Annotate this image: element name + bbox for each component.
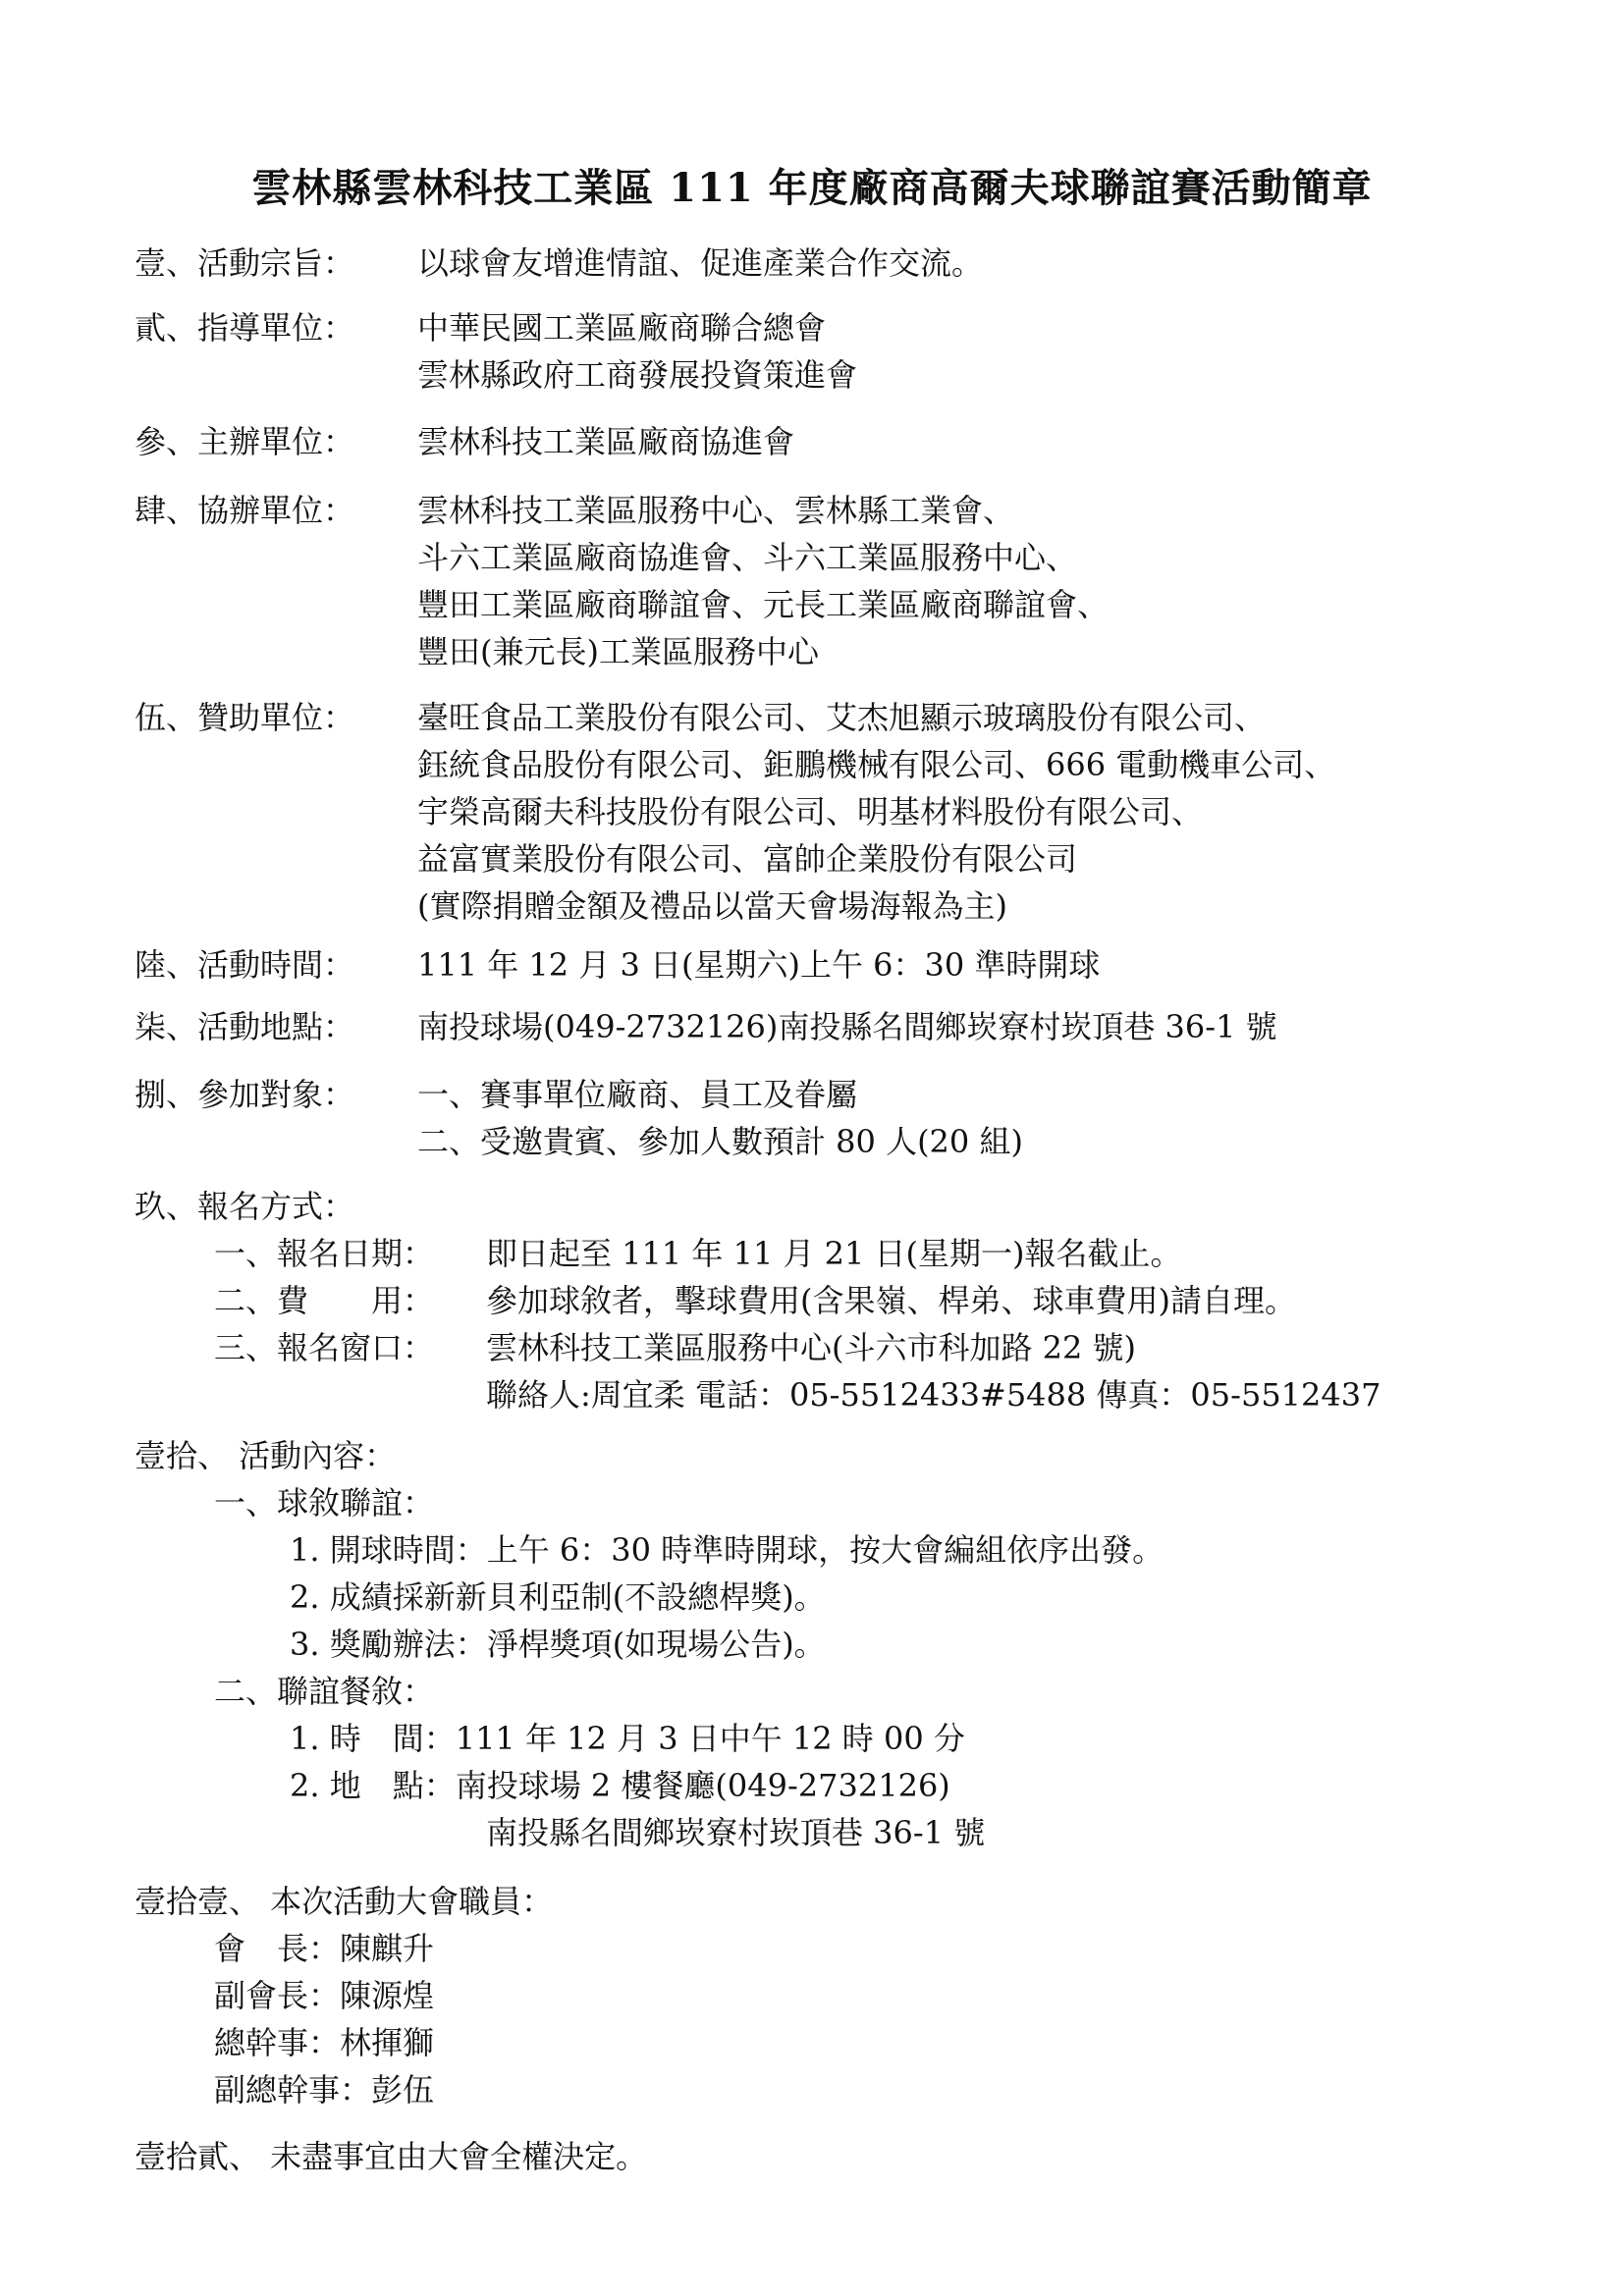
section-6-line-1: 111 年 12 月 3 日(星期六)上午 6：30 準時開球 (417, 946, 1101, 984)
section-10-sub-1-item-3: 3. 獎勵辦法：淨桿獎項(如現場公告)。 (290, 1626, 826, 1663)
section-4-line-4: 豐田(兼元長)工業區服務中心 (417, 633, 819, 670)
section-10-sub-2-address: 南投縣名間鄉崁寮村崁頂巷 36-1 號 (486, 1814, 986, 1851)
section-5-line-1: 臺旺食品工業股份有限公司、艾杰旭顯示玻璃股份有限公司、 (417, 699, 1267, 736)
section-11-staff-4: 副總幹事：彭伍 (214, 2071, 435, 2109)
section-11-label: 壹拾壹、 本次活動大會職員： (135, 1883, 554, 1920)
section-11-staff-3: 總幹事：林揮獅 (214, 2024, 435, 2061)
section-11-staff-2: 副會長：陳源煌 (214, 1977, 435, 2014)
section-10-sub-1-item-1: 1. 開球時間：上午 6：30 時準時開球，按大會編組依序出發。 (290, 1531, 1164, 1569)
section-4-line-2: 斗六工業區廠商協進會、斗六工業區服務中心、 (417, 539, 1078, 576)
section-9-label: 玖、報名方式： (135, 1188, 355, 1225)
section-8-line-1: 一、賽事單位廠商、員工及眷屬 (417, 1076, 858, 1113)
section-10-sub-2: 二、聯誼餐敘： (214, 1673, 435, 1710)
section-9-contact: 聯絡人:周宜柔 電話：05-5512433#5488 傳真：05-5512437 (486, 1376, 1381, 1414)
section-10-sub-2-item-2: 2. 地 點：南投球場 2 樓餐廳(049-2732126) (290, 1767, 950, 1804)
document-title: 雲林縣雲林科技工業區 111 年度廠商高爾夫球聯誼賽活動簡章 (251, 165, 1373, 211)
section-5-line-5: (實際捐贈金額及禮品以當天會場海報為主) (417, 887, 1007, 925)
section-9-item-2-text: 參加球敘者，擊球費用(含果嶺、桿弟、球車費用)請自理。 (486, 1282, 1296, 1319)
section-3-line-1: 雲林科技工業區廠商協進會 (417, 423, 795, 460)
section-10-sub-1: 一、球敘聯誼： (214, 1484, 435, 1522)
section-8-label: 捌、參加對象： (135, 1076, 355, 1113)
section-5-label: 伍、贊助單位： (135, 699, 355, 736)
section-12-label: 壹拾貳、 未盡事宜由大會全權決定。 (135, 2138, 648, 2175)
section-5-line-3: 宇榮高爾夫科技股份有限公司、明基材料股份有限公司、 (417, 793, 1204, 830)
section-1-line-1: 以球會友增進情誼、促進產業合作交流。 (417, 244, 984, 282)
section-5-line-4: 益富實業股份有限公司、富帥企業股份有限公司 (417, 840, 1078, 878)
section-10-sub-1-item-2: 2. 成績採新新貝利亞制(不設總桿獎)。 (290, 1578, 826, 1616)
section-9-item-2-label: 二、費 用： (214, 1282, 435, 1319)
section-4-label: 肆、協辦單位： (135, 492, 355, 529)
section-7-line-1: 南投球場(049-2732126)南投縣名間鄉崁寮村崁頂巷 36-1 號 (417, 1008, 1277, 1045)
section-1-label: 壹、活動宗旨： (135, 244, 355, 282)
section-8-line-2: 二、受邀貴賓、參加人數預計 80 人(20 組) (417, 1123, 1023, 1160)
section-3-label: 參、主辦單位： (135, 423, 355, 460)
section-9-item-3-text: 雲林科技工業區服務中心(斗六市科加路 22 號) (486, 1329, 1137, 1366)
section-10-sub-2-item-1: 1. 時 間：111 年 12 月 3 日中午 12 時 00 分 (290, 1720, 965, 1757)
section-2-line-2: 雲林縣政府工商發展投資策進會 (417, 356, 858, 394)
section-9-item-3-label: 三、報名窗口： (214, 1329, 435, 1366)
section-10-label: 壹拾、 活動內容： (135, 1437, 397, 1474)
section-2-line-1: 中華民國工業區廠商聯合總會 (417, 309, 827, 347)
section-11-staff-1: 會 長：陳麒升 (214, 1930, 435, 1967)
section-7-label: 柒、活動地點： (135, 1008, 355, 1045)
section-9-item-1-text: 即日起至 111 年 11 月 21 日(星期一)報名截止。 (486, 1235, 1182, 1272)
section-9-item-1-label: 一、報名日期： (214, 1235, 435, 1272)
section-4-line-1: 雲林科技工業區服務中心、雲林縣工業會、 (417, 492, 1015, 529)
section-5-line-2: 鈺統食品股份有限公司、鉅鵬機械有限公司、666 電動機車公司、 (417, 746, 1336, 783)
section-4-line-3: 豐田工業區廠商聯誼會、元長工業區廠商聯誼會、 (417, 586, 1110, 623)
section-6-label: 陸、活動時間： (135, 946, 355, 984)
section-2-label: 貳、指導單位： (135, 309, 355, 347)
